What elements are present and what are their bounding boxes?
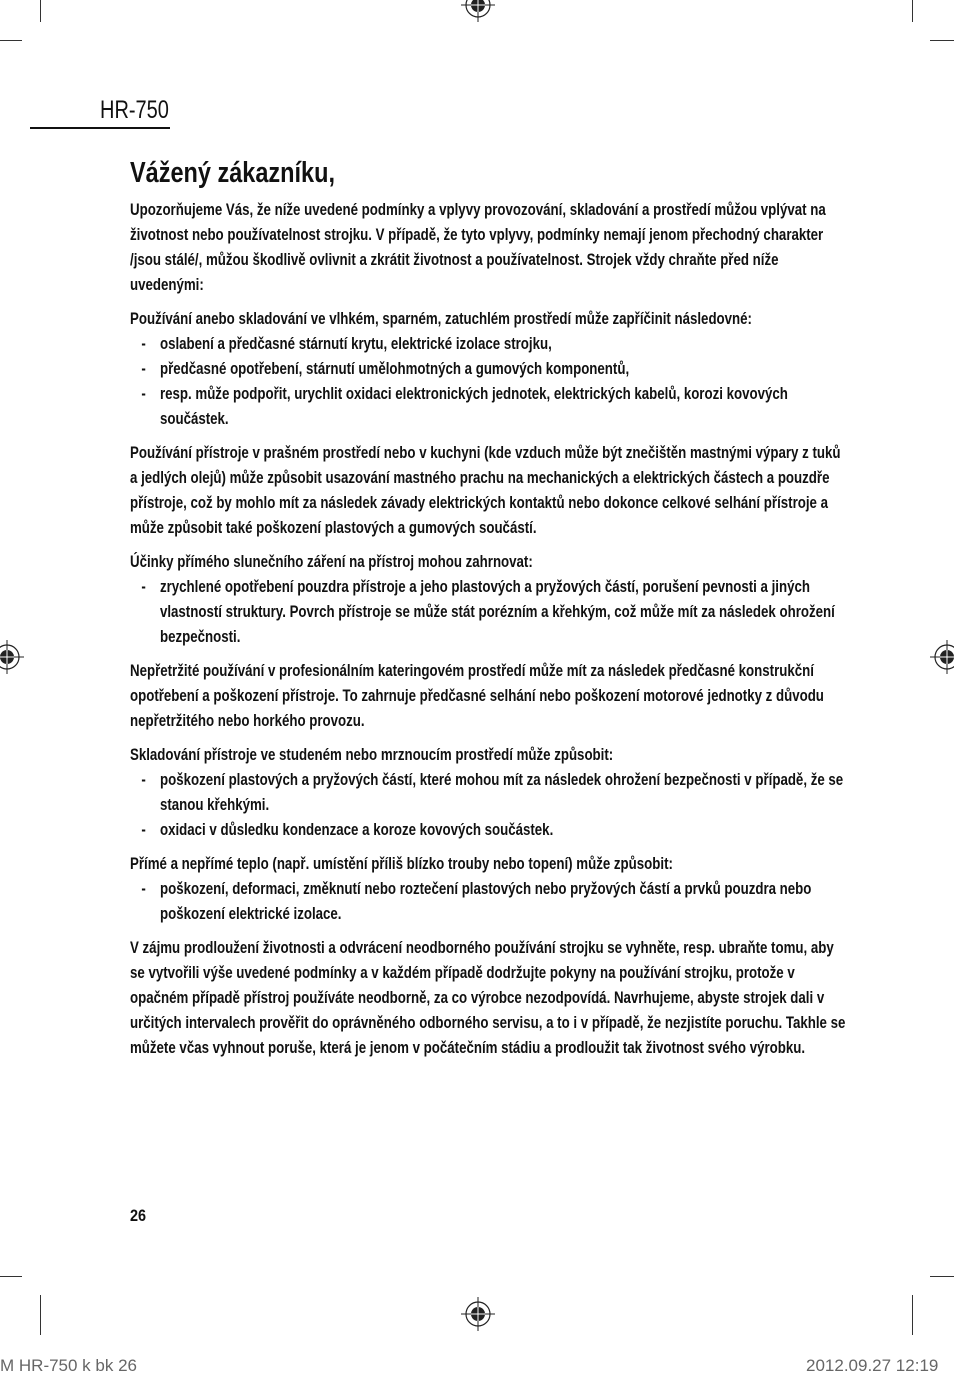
humidity-paragraph: Používání anebo skladování ve vlhkém, sparném, zatuchlém prostředí může zapříčinit následovné:	[130, 310, 752, 328]
intro-paragraph: Upozorňujeme Vás, že níže uvedené podmínky a vplyvy provozování, skladování a prostředí můžou vplývat na životnost nebo používatelnost strojku. V případě, že tyto vplyvy, podmínky nemají jenom přechodný charakter /jsou stálé/, můžou škodlivě ovlivnit a zkrátit životnost a používatelnost. Strojek vždy chraňte před níže uvedenými:	[130, 201, 826, 294]
list-item: - oxidaci v důsledku kondenzace a koroze kovových součástek.	[130, 818, 851, 843]
print-slug-right: 2012.09.27 12:19	[806, 1356, 939, 1375]
crop-mark-bottom-left-v	[40, 1295, 41, 1335]
page-number: 26	[130, 1206, 147, 1225]
header-rule	[30, 127, 170, 129]
heat-paragraph: Přímé a nepřímé teplo (např. umístění příliš blízko trouby nebo topení) může způsobit:	[130, 855, 673, 873]
sun-list	[130, 575, 851, 650]
page-content	[130, 150, 851, 1070]
registration-mark-icon	[930, 640, 954, 674]
heat-list	[130, 877, 851, 927]
registration-mark-icon	[461, 0, 495, 22]
model-name: HR-750	[100, 96, 169, 124]
crop-mark-bottom-right-h	[930, 1276, 954, 1277]
cold-paragraph: Skladování přístroje ve studeném nebo mrznoucím prostředí může způsobit:	[130, 746, 614, 764]
page-title: Vážený zákazníku,	[130, 157, 335, 189]
crop-mark-top-left-v	[40, 0, 41, 22]
list-item: - předčasné opotřebení, stárnutí umělohmotných a gumových komponentů,	[130, 357, 851, 382]
humidity-list	[130, 332, 851, 432]
crop-mark-bottom-left-h	[0, 1276, 22, 1277]
print-slug-left: M HR-750 k bk 26	[0, 1356, 137, 1375]
registration-mark-icon	[0, 640, 24, 674]
registration-mark-icon	[461, 1297, 495, 1331]
crop-mark-top-left-h	[0, 40, 22, 41]
cold-list	[130, 768, 851, 843]
catering-paragraph: Nepřetržité používání v profesionálním kateringovém prostředí může mít za následek předčasné konstrukční opotřebení a poškození přístroje. To zahrnuje předčasné selhání nebo poškození motorové jednotky z důvodu nepřetržitého nebo horkého provozu.	[130, 662, 824, 730]
crop-mark-top-right-h	[930, 40, 954, 41]
list-item: - zrychlené opotřebení pouzdra přístroje a jeho plastových a pryžových částí, porušení pevnosti a jiných vlastností struktury. Povrch přístroje se může stát porézním a křehkým, což může mít za následek ohrožení bezpečnosti.	[130, 575, 851, 650]
closing-paragraph: V zájmu prodloužení životnosti a odvrácení neodborného používání strojku se vyhněte, resp. ubraňte tomu, aby se vytvořili výše uvedené podmínky a v každém případě dodržujte pokyny na používání strojku, protože v opačném případě přístroj používáte neodborně, za co výrobce nezodpovídá. Navrhujeme, abyste strojek dali v určitých intervalech prověřit do oprávněného odborného servisu, a to i v případě, že nezjistíte poruchu. Takhle se můžete včas vyhnout poruše, která je jenom v počátečním stádiu a prodloužit tak životnost svého výrobku.	[130, 939, 846, 1057]
list-item: - resp. může podpořit, urychlit oxidaci elektronických jednotek, elektrických kabelů, korozi kovových součástek.	[130, 382, 851, 432]
sun-paragraph: Účinky přímého slunečního záření na přístroj mohou zahrnovat:	[130, 553, 533, 571]
list-item: - oslabení a předčasné stárnutí krytu, elektrické izolace strojku,	[130, 332, 851, 357]
dust-paragraph: Používání přístroje v prašném prostředí nebo v kuchyni (kde vzduch může být znečištěn mastnými výpary z tuků a jedlých olejů) může způsobit usazování mastného prachu na mechanických a elektrických částech a pouzdře přístroje, což by mohlo mít za následek závady elektrických kontaktů nebo dokonce celkové selhání přístroje a může způsobit také poškození plastových a gumových součástí.	[130, 444, 841, 537]
crop-mark-bottom-right-v	[912, 1295, 913, 1335]
list-item: - poškození, deformaci, změknutí nebo roztečení plastových nebo pryžových částí a prvků pouzdra nebo poškození elektrické izolace.	[130, 877, 851, 927]
crop-mark-top-right-v	[912, 0, 913, 22]
list-item: - poškození plastových a pryžových částí, které mohou mít za následek ohrožení bezpečnosti v případě, že se stanou křehkými.	[130, 768, 851, 818]
